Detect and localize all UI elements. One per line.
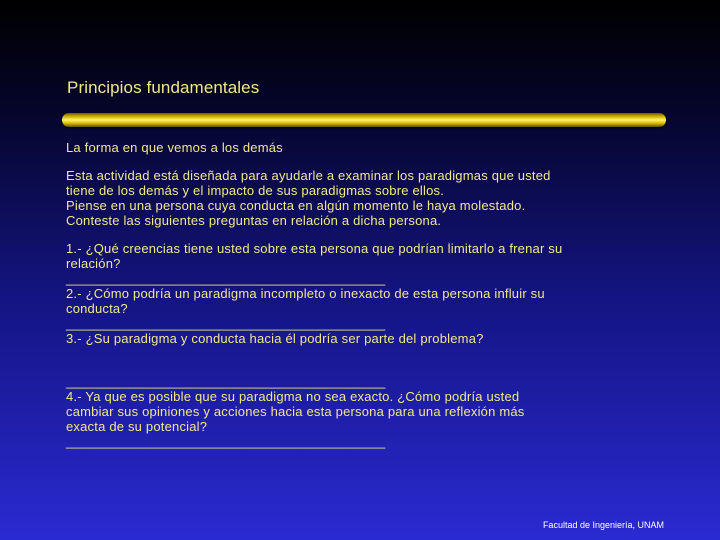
answer-line: ___________________________________________	[66, 374, 386, 389]
question-text: relación?	[66, 256, 121, 271]
answer-line: ___________________________________________	[66, 316, 386, 331]
question-text: 1.- ¿Qué creencias tiene usted sobre esta persona que podrían limitarlo a frenar su	[66, 241, 563, 256]
question-text: 4.- Ya que es posible que su paradigma no sea exacto. ¿Cómo podría usted	[66, 389, 520, 404]
answer-line: ___________________________________________	[66, 271, 386, 286]
section-subtitle: La forma en que vemos a los demás	[66, 140, 283, 155]
title-underline-bar	[62, 113, 666, 127]
question-4	[66, 389, 666, 449]
intro-line: tiene de los demás y el impacto de sus paradigmas sobre ellos.	[66, 183, 445, 198]
answer-line: ___________________________________________	[66, 434, 386, 449]
question-text: cambiar sus opiniones y acciones hacia esta persona para una reflexión más	[66, 404, 525, 419]
question-2	[66, 286, 666, 331]
slide-content	[66, 140, 666, 449]
intro-line: Esta actividad está diseñada para ayudarle a examinar los paradigmas que usted	[66, 168, 551, 183]
footer-credit: Facultad de Ingeniería, UNAM	[542, 520, 664, 530]
question-1	[66, 241, 666, 286]
question-text: 2.- ¿Cómo podría un paradigma incompleto o inexacto de esta persona influir su	[66, 286, 545, 301]
question-3	[66, 331, 666, 389]
slide-title: Principios fundamentales	[67, 78, 260, 97]
intro-line: Piense en una persona cuya conducta en algún momento le haya molestado.	[66, 198, 526, 213]
question-text: 3.- ¿Su paradigma y conducta hacia él podría ser parte del problema?	[66, 331, 484, 346]
question-text: exacta de su potencial?	[66, 419, 208, 434]
intro-paragraph	[66, 168, 666, 228]
question-text: conducta?	[66, 301, 128, 316]
question-text	[66, 346, 666, 361]
intro-line: Conteste las siguientes preguntas en relación a dicha persona.	[66, 213, 442, 228]
